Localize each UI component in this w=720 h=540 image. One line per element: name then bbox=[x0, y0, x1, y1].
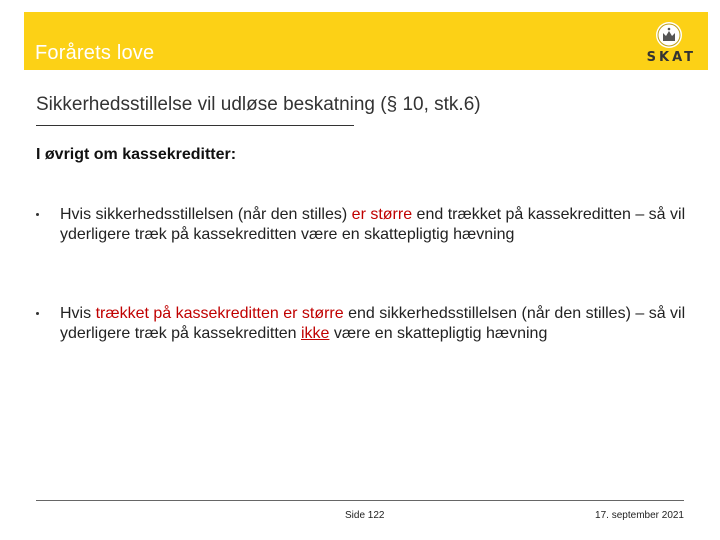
footer-divider bbox=[36, 500, 684, 501]
bullet-text bbox=[60, 304, 696, 344]
page-number: Side 122 bbox=[345, 510, 385, 521]
footer-date: 17. september 2021 bbox=[595, 510, 684, 521]
subtitle-divider bbox=[36, 125, 354, 126]
bullet-highlight: er større bbox=[347, 206, 413, 223]
crown-icon bbox=[654, 20, 684, 50]
bullet-marker bbox=[36, 312, 39, 315]
header-band bbox=[24, 12, 708, 70]
bullet-highlight: trækket på kassekreditten er større bbox=[95, 305, 344, 322]
bullet-text-part: Hvis bbox=[60, 305, 96, 322]
section-heading: I øvrigt om kassekreditter: bbox=[36, 146, 237, 163]
header-title: Forårets love bbox=[35, 42, 155, 64]
bullet-text bbox=[60, 205, 696, 245]
bullet-text-part: Hvis sikkerhedsstillelsen (når den stilles) bbox=[60, 206, 348, 223]
logo-text: SKAT bbox=[646, 50, 696, 65]
bullet-text-part: være en skattepligtig hævning bbox=[329, 325, 548, 342]
bullet-marker bbox=[36, 213, 39, 216]
bullet-emphasis: ikke bbox=[301, 325, 330, 342]
skat-logo bbox=[618, 18, 698, 66]
slide-subtitle: Sikkerhedsstillelse vil udløse beskatning (§ 10, stk.6) bbox=[36, 94, 481, 115]
bullet-text-part: end trækket på kassekreditten – så vil yderligere træk på kassekreditten være en skattepligtig hævning bbox=[60, 206, 686, 243]
bullet-text-part: end sikkerhedsstillelsen (når den stilles) – så vil yderligere træk på kassekreditten bbox=[60, 305, 686, 342]
